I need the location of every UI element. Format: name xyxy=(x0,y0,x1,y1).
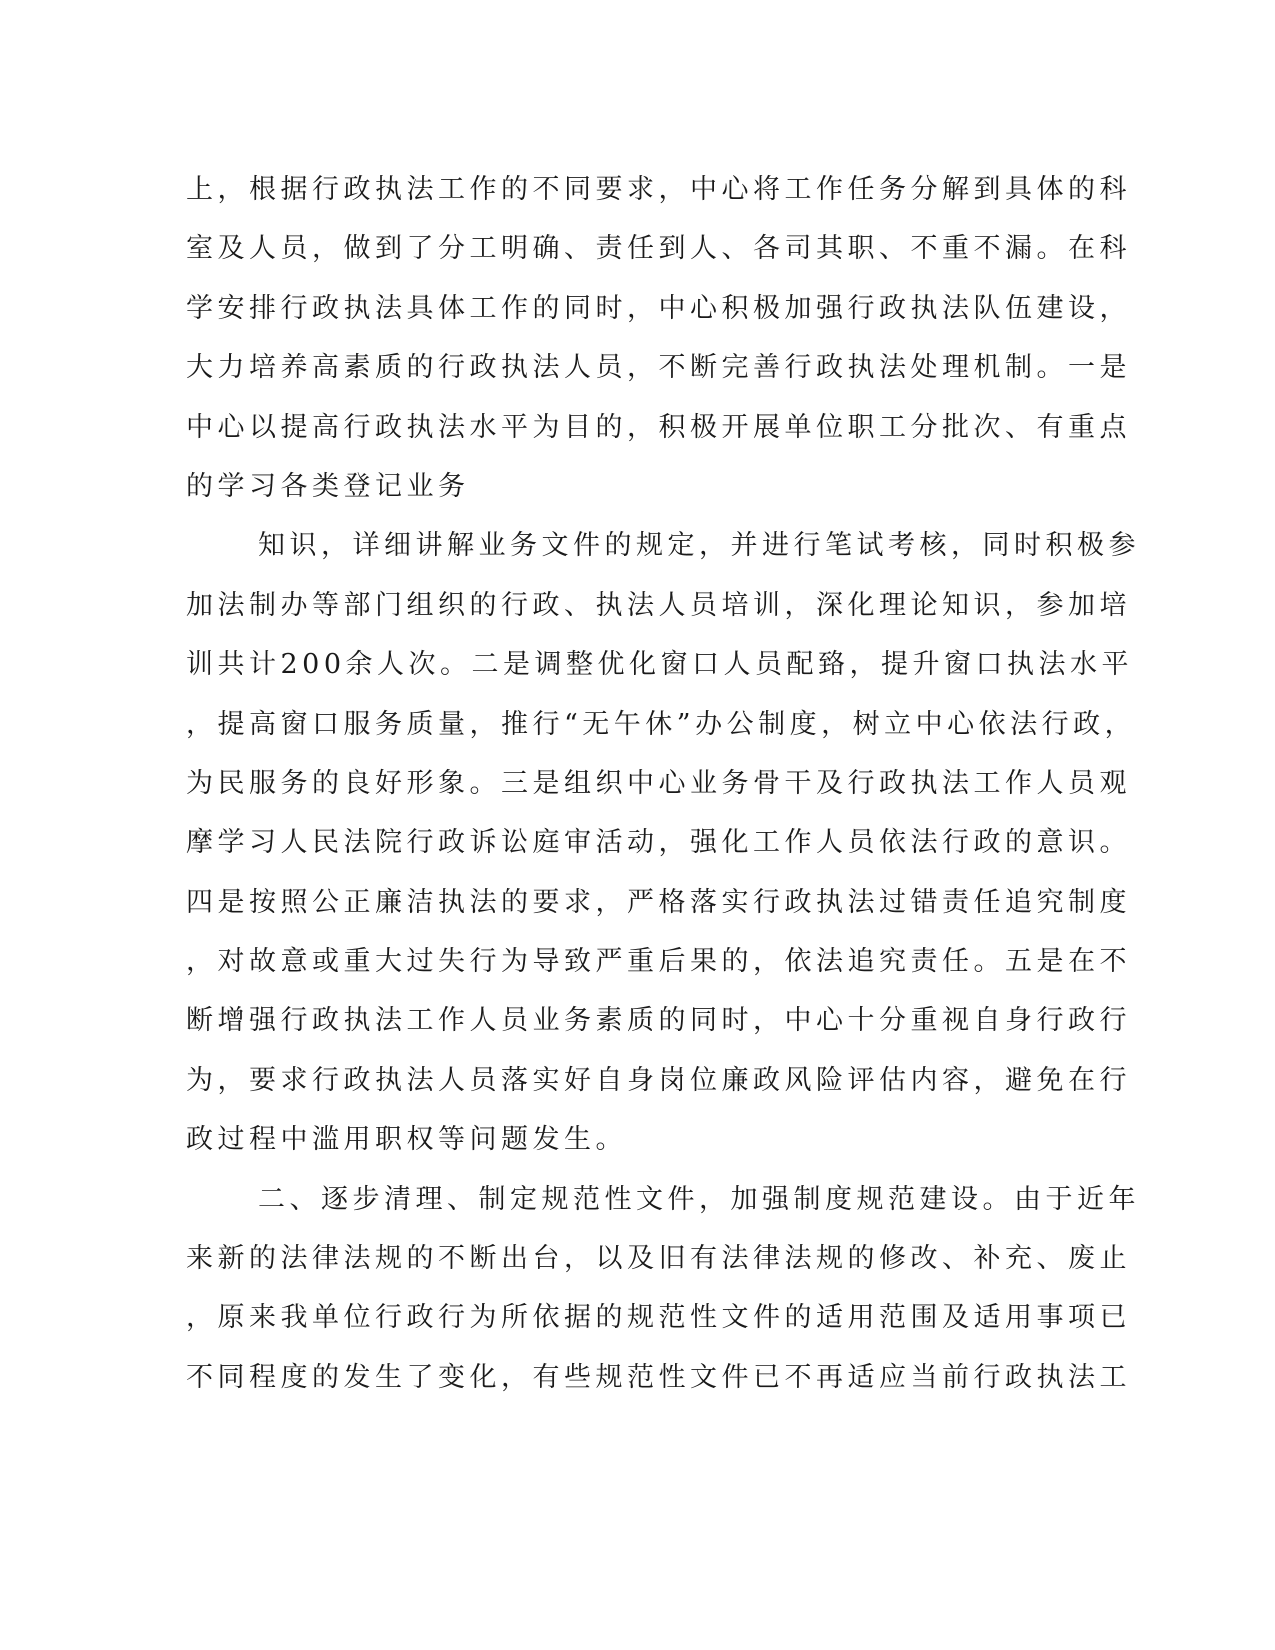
text-line: 的学习各类登记业务 xyxy=(186,470,470,502)
text-line: 加法制办等部门组织的行政、执法人员培训，深化理论知识，参加培 xyxy=(186,589,1131,621)
text-line: 上，根据行政执法工作的不同要求，中心将工作任务分解到具体的科 xyxy=(186,174,1131,205)
text-line: 室及人员，做到了分工明确、责任到人、各司其职、不重不漏。在科 xyxy=(186,233,1131,265)
text-line: 断增强行政执法工作人员业务素质的同时，中心十分重视自身行政行 xyxy=(186,1005,1131,1037)
text-line: 摩学习人民法院行政诉讼庭审活动，强化工作人员依法行政的意识。 xyxy=(186,827,1131,859)
text-line: 政过程中滥用职权等问题发生。 xyxy=(186,1124,627,1156)
text-line: 知识，详细讲解业务文件的规定，并进行笔试考核，同时积极参 xyxy=(258,530,1140,562)
text-line: 四是按照公正廉洁执法的要求，严格落实行政执法过错责任追究制度 xyxy=(186,886,1131,918)
text-line: ，对故意或重大过失行为导致严重后果的，依法追究责任。五是在不 xyxy=(186,946,1131,978)
text-line: 训共计200余人次。二是调整优化窗口人员配臵，提升窗口执法水平 xyxy=(186,649,1134,681)
text-line: 不同程度的发生了变化，有些规范性文件已不再适应当前行政执法工 xyxy=(186,1361,1131,1393)
text-line: 为民服务的良好形象。三是组织中心业务骨干及行政执法工作人员观 xyxy=(186,767,1131,799)
text-line: 中心以提高行政执法水平为目的，积极开展单位职工分批次、有重点 xyxy=(186,411,1131,443)
text-line: ，提高窗口服务质量，推行“无午休”办公制度，树立中心依法行政， xyxy=(186,708,1137,740)
text-line: 二、逐步清理、制定规范性文件，加强制度规范建设。由于近年 xyxy=(258,1183,1140,1215)
text-line: 学安排行政执法具体工作的同时，中心积极加强行政执法队伍建设， xyxy=(186,292,1131,324)
text-line: 大力培养高素质的行政执法人员，不断完善行政执法处理机制。一是 xyxy=(186,352,1131,384)
text-line: ，原来我单位行政行为所依据的规范性文件的适用范围及适用事项已 xyxy=(186,1302,1131,1334)
text-line: 来新的法律法规的不断出台，以及旧有法律法规的修改、补充、废止 xyxy=(186,1243,1131,1275)
body-text xyxy=(186,160,1140,1407)
text-line: 为，要求行政执法人员落实好自身岗位廉政风险评估内容，避免在行 xyxy=(186,1064,1131,1096)
